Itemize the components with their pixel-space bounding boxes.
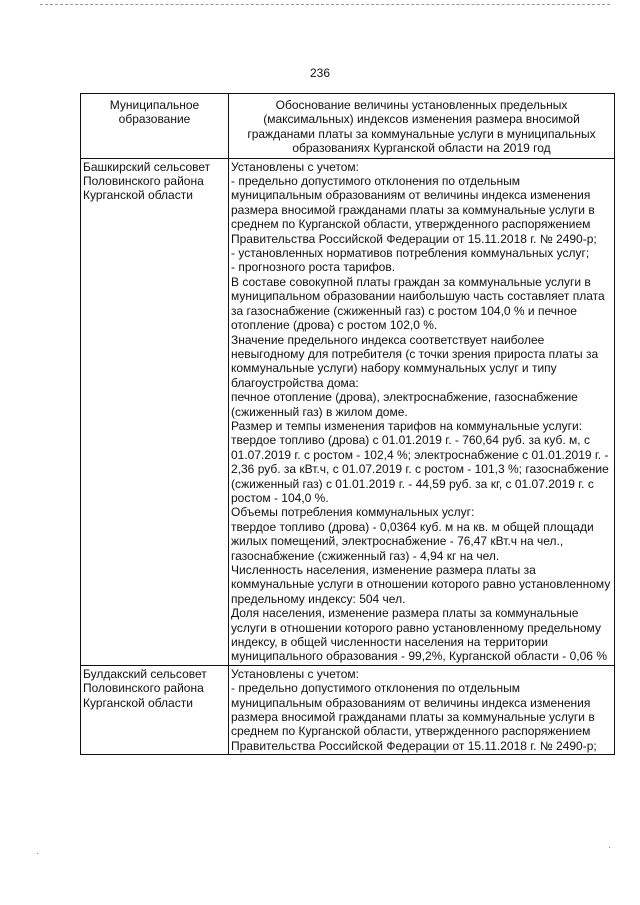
municipality-name: Башкирский сельсовет Половинского района Курганской области [81, 158, 229, 665]
paragraph: - предельно допустимого отклонения по отдельным муниципальным образованиям от величины индекса изменения размера вносимой гражданами платы за коммунальные услуги в среднем по Курганской области, утвержденного распоряжением Правительства Российской Федерации от 15.11.2018 г. № 2490-р; [231, 174, 597, 246]
paragraph: - установленных нормативов потребления коммунальных услуг; [231, 246, 590, 261]
paragraph: твердое топливо (дрова) с 01.01.2019 г. - 760,64 руб. за куб. м, с 01.07.2019 г. с ростом - 102,4 %; электроснабжение с 01.01.2019 г. - 2,36 руб. за кВт.ч, с 01.07.2019 г. с ростом - 101,3 %; газоснабжение (сжиженный газ) с 01.01.2019 г. - 44,59 руб. за кг, с 01.07.2019 г. с ростом - 104,0 %. [231, 433, 609, 505]
header-justification: Обоснование величины установленных предельных (максимальных) индексов изменения размера вносимой гражданами платы за коммунальные услуги в муниципальных образованиях Курганской области на 2019 год [229, 94, 615, 159]
page-number: 236 [309, 66, 331, 80]
paragraph: Установлены с учетом: [231, 666, 359, 681]
scan-speck: · [608, 842, 612, 853]
paragraph: Доля населения, изменение размера платы за коммунальные услуги в отношении которого равно установленному предельному индексу, в общей численности населения на территории муниципального образования - 99,2%, Курганской области - 0,06 % [231, 606, 607, 664]
paragraph: печное отопление (дрова), электроснабжение, газоснабжение (сжиженный газ) в жилом доме. [231, 390, 578, 419]
paragraph: твердое топливо (дрова) - 0,0364 куб. м на кв. м общей площади жилых помещений, электроснабжение - 76,47 кВт.ч на чел., газоснабжение (сжиженный газ) - 4,94 кг на чел. [231, 519, 594, 563]
scan-edge-line [40, 4, 610, 6]
paragraph: - прогнозного роста тарифов. [231, 260, 396, 275]
paragraph: - предельно допустимого отклонения по отдельным муниципальным образованиям от величины индекса изменения размера вносимой гражданами платы за коммунальные услуги в среднем по Курганской области, утвержденного распоряжением Правительства Российской Федерации от 15.11.2018 г. № 2490-р; [231, 681, 597, 753]
justification-text [229, 158, 615, 665]
justification-text [229, 665, 615, 754]
municipality-name: Булдакский сельсовет Половинского района Курганской области [81, 665, 229, 754]
paragraph: Установлены с учетом: [231, 159, 359, 174]
header-municipality: Муниципальное образование [81, 94, 229, 159]
scan-speck: · [36, 848, 40, 859]
table-row [81, 665, 615, 754]
table-row [81, 158, 615, 665]
paragraph: Размер и темпы изменения тарифов на коммунальные услуги: [231, 418, 583, 433]
paragraph: Численность населения, изменение размера платы за коммунальные услуги в отношении которого равно установленному предельному индексу: 504 чел. [231, 563, 611, 606]
paragraph: В составе совокупной платы граждан за коммунальные услуги в муниципальном образовании наибольшую часть составляет плата за газоснабжение (сжиженный газ) с ростом 104,0 % и печное отопление (дрова) с ростом 102,0 %. [231, 274, 605, 333]
justification-table [80, 93, 615, 755]
paragraph: Объемы потребления коммунальных услуг: [231, 505, 475, 520]
table-header-row [81, 94, 615, 159]
paragraph: Значение предельного индекса соответствует наиболее невыгодному для потребителя (с точки зрения прироста платы за коммунальные услуги) набору коммунальных услуг и типу благоустройства дома: [231, 332, 599, 390]
